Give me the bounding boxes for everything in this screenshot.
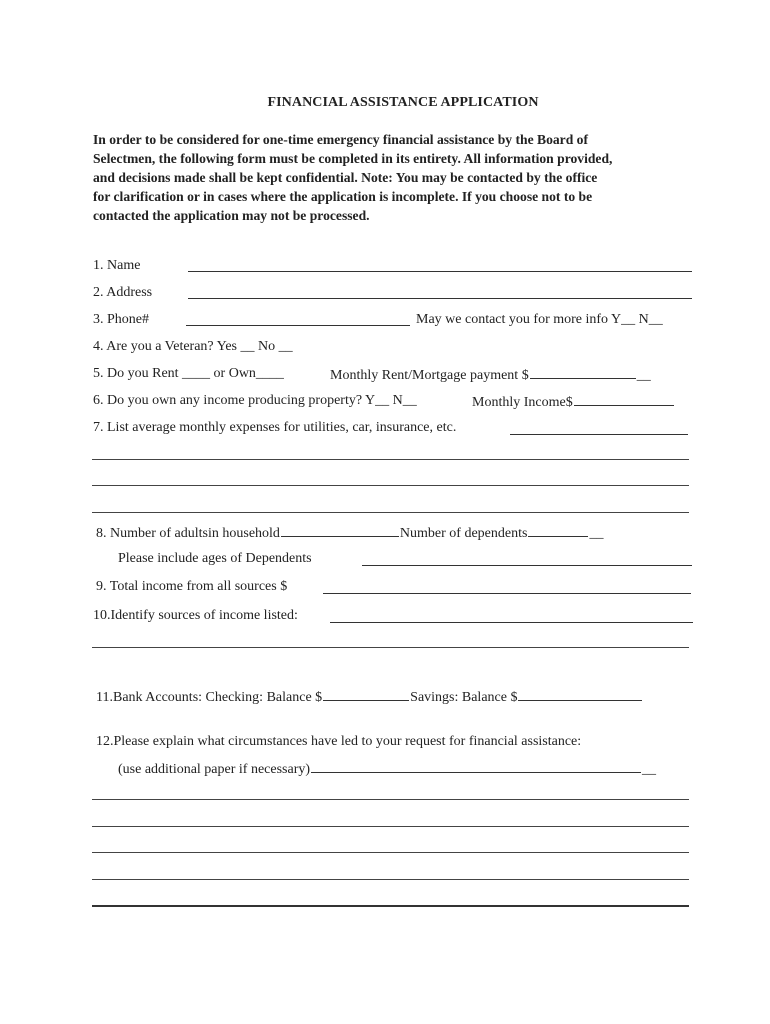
- circumstances-line[interactable]: [92, 799, 689, 800]
- checking-balance-field[interactable]: [323, 688, 409, 701]
- expenses-question: 7. List average monthly expenses for utilities, car, insurance, etc.: [93, 420, 457, 435]
- intro-paragraph: [93, 130, 693, 225]
- dependents-text: Number of dependents: [399, 526, 528, 541]
- income-sources-label: 10.Identify sources of income listed:: [93, 608, 298, 623]
- rent-payment-label: [330, 366, 651, 384]
- savings-text: Savings: Balance $: [410, 690, 518, 705]
- total-income-field[interactable]: [323, 593, 691, 594]
- circumstances-label: 12.Please explain what circumstances have led to your request for financial assistance:: [96, 734, 582, 749]
- circumstances-line[interactable]: [92, 905, 689, 907]
- dependents-field[interactable]: [528, 524, 588, 537]
- intro-line: and decisions made shall be kept confidential. Note: You may be contacted by the office: [93, 170, 598, 185]
- additional-paper-note: [118, 760, 656, 778]
- income-sources-field[interactable]: [330, 622, 693, 623]
- contact-permission-question[interactable]: May we contact you for more info Y__ N__: [416, 312, 663, 327]
- monthly-income-field[interactable]: [574, 393, 674, 406]
- intro-line: contacted the application may not be processed.: [93, 208, 370, 223]
- dependent-ages-label: Please include ages of Dependents: [118, 551, 312, 566]
- address-field[interactable]: [188, 298, 692, 299]
- name-field[interactable]: [188, 271, 692, 272]
- rent-payment-field[interactable]: [530, 366, 636, 379]
- property-question[interactable]: 6. Do you own any income producing property? Y__ N__: [93, 393, 417, 408]
- additional-paper-tail: __: [642, 762, 657, 777]
- income-sources-line[interactable]: [92, 647, 689, 648]
- phone-label: 3. Phone#: [93, 312, 149, 327]
- savings-balance-field[interactable]: [518, 688, 642, 701]
- phone-field[interactable]: [186, 325, 410, 326]
- bank-accounts-label: [96, 688, 643, 706]
- dependents-tail: __: [589, 526, 604, 541]
- adults-text: 8. Number of adultsin household: [96, 526, 280, 541]
- dependent-ages-field[interactable]: [362, 565, 692, 566]
- intro-line: for clarification or in cases where the application is incomplete. If you choose not to be: [93, 189, 593, 204]
- intro-line: In order to be considered for one-time emergency financial assistance by the Board of: [93, 132, 588, 147]
- circumstances-line[interactable]: [92, 826, 689, 827]
- expenses-line[interactable]: [92, 485, 689, 486]
- name-label: 1. Name: [93, 258, 141, 273]
- veteran-question[interactable]: 4. Are you a Veteran? Yes __ No __: [93, 339, 293, 354]
- circumstances-line[interactable]: [92, 879, 689, 880]
- expenses-line[interactable]: [92, 459, 689, 460]
- rent-payment-text: Monthly Rent/Mortgage payment $: [330, 368, 529, 383]
- rent-own-question[interactable]: 5. Do you Rent ____ or Own____: [93, 366, 284, 381]
- adults-field[interactable]: [281, 524, 399, 537]
- circumstances-field[interactable]: [311, 760, 641, 773]
- monthly-income-text: Monthly Income$: [472, 395, 573, 410]
- address-label: 2. Address: [93, 285, 153, 300]
- intro-line: Selectmen, the following form must be completed in its entirety. All information provided,: [93, 151, 613, 166]
- rent-payment-tail: __: [636, 368, 651, 383]
- form-title: FINANCIAL ASSISTANCE APPLICATION: [267, 95, 539, 110]
- monthly-income-label: [472, 393, 675, 411]
- adults-label: [96, 524, 603, 542]
- circumstances-line[interactable]: [92, 852, 689, 853]
- expenses-line[interactable]: [92, 512, 689, 513]
- additional-paper-text: (use additional paper if necessary): [118, 762, 311, 777]
- total-income-label: 9. Total income from all sources $: [96, 579, 288, 594]
- checking-text: 11.Bank Accounts: Checking: Balance $: [96, 690, 323, 705]
- expenses-field[interactable]: [510, 434, 688, 435]
